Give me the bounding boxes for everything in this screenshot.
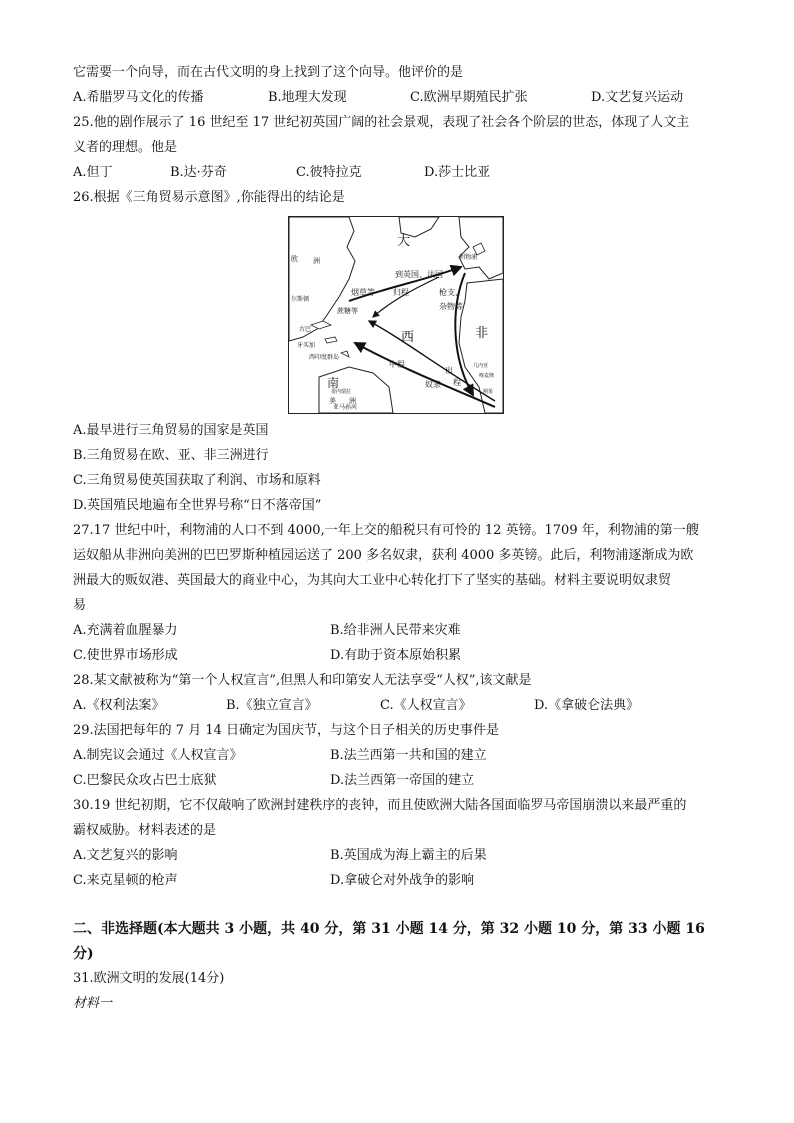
q25-option-a: A.但丁 (73, 165, 113, 180)
map-label-out: 出 (445, 366, 453, 375)
map-label-goods: 杂物等 (439, 302, 463, 311)
q30-option-c: C.来克星顿的枪声 (73, 873, 178, 888)
map-label-nan: 南 (327, 376, 340, 390)
map-label-ou: 欧 (291, 255, 298, 263)
q28-stem: 28.某文献被称为“第一个人权宣言”,但黑人和印第安人无法享受“人权”,该文献是 (73, 673, 532, 688)
triangle-trade-map-graphic (289, 217, 503, 413)
q30-option-a: A.文艺复兴的影响 (73, 848, 178, 863)
map-label-mei: 美 (329, 397, 336, 405)
q27-option-b: B.给非洲人民带来灾难 (330, 623, 461, 638)
q27-option-d: D.有助于资本原始积累 (330, 648, 462, 663)
map-label-cuba: 古巴 (299, 326, 312, 333)
q28-option-d: D.《拿破仑法典》 (534, 698, 640, 713)
q27-stem-line3: 洲最大的贩奴港、英国最大的商业中心，为其向大工业中心转化打下了坚实的基础。材料主要说明奴隶贸 (73, 573, 672, 588)
q28-option-b: B.《独立宣言》 (226, 698, 318, 713)
map-label-venezuela: 委内瑞拉 (331, 389, 352, 395)
map-label-amazon: 亚马孙河 (333, 404, 358, 411)
q26-option-d: D.英国殖民地遍布全世界号称“日不落帝国” (73, 498, 322, 513)
q26-stem: 26.根据《三角贸易示意图》,你能得出的结论是 (73, 190, 345, 205)
map-label-zhou2: 洲 (349, 397, 356, 405)
map-label-cheng: 程 (453, 378, 461, 387)
q24-option-c: C.欧洲早期殖民扩张 (410, 90, 528, 105)
q30-option-d: D.拿破仑对外战争的影响 (330, 873, 475, 888)
q25-option-c: C.彼特拉克 (296, 165, 362, 180)
q26-option-a: A.最早进行三角贸易的国家是英国 (73, 423, 269, 438)
triangle-trade-map (288, 216, 504, 414)
map-label-fei: 非 (475, 326, 489, 341)
q30-option-b: B.英国成为海上霸主的后果 (330, 848, 487, 863)
q30-stem-line2: 霸权威胁。材料表述的是 (73, 823, 217, 838)
map-label-charleston: 尔斯顿 (291, 296, 310, 303)
q27-option-c: C.使世界市场形成 (73, 648, 178, 663)
q28-option-c: C.《人权宣言》 (380, 698, 472, 713)
map-label-guns: 枪支、 (439, 288, 463, 297)
map-label-guinea: 几内亚 (473, 363, 489, 369)
map-label-middle-passage: 中程 (389, 360, 405, 369)
q25-option-b: B.达·芬奇 (170, 165, 227, 180)
q26-option-b: B.三角贸易在欧、亚、非三洲进行 (73, 448, 269, 463)
q27-stem-line2: 运奴船从非洲向美洲的巴巴罗斯种植园运送了 200 多名奴隶，获利 4000 多英镑。此后，利物浦逐渐成为欧 (73, 548, 694, 563)
map-label-zhou1: 洲 (313, 257, 320, 265)
q25-option-d: D.莎士比亚 (424, 165, 491, 180)
section2-heading-cont: 分) (73, 946, 94, 962)
map-label-xi: 西 (401, 330, 415, 345)
map-label-west-indies: 西印度群岛 (309, 354, 340, 361)
map-label-cameroon: 喀麦隆 (479, 373, 495, 379)
map-label-sugar: 蔗糖等 (337, 307, 358, 315)
map-label-liverpool: 利物浦 (459, 254, 478, 261)
q27-stem-line4: 易 (73, 598, 87, 613)
q27-option-a: A.充满着血腥暴力 (73, 623, 178, 638)
map-label-congo: 刚果 (483, 389, 494, 395)
q29-option-b: B.法兰西第一共和国的建立 (330, 748, 487, 763)
q27-stem-line1: 27.17 世纪中叶，利物浦的人口不到 4000,一年上交的船税只有可怜的 12 英镑。1709 年，利物浦的第一艘 (73, 523, 699, 538)
q29-option-c: C.巴黎民众攻占巴士底狱 (73, 773, 217, 788)
q24-option-a: A.希腊罗马文化的传播 (73, 90, 204, 105)
map-label-da: 大 (397, 234, 411, 249)
q24-option-b: B.地理大发现 (268, 90, 347, 105)
q29-stem: 29.法国把每年的 7 月 14 日确定为国庆节，与这个日子相关的历史事件是 (73, 723, 500, 738)
q24-stem: 它需要一个向导，而在古代文明的身上找到了这个向导。他评价的是 (73, 65, 464, 80)
map-label-route-en-fr: 到英国、法国 (395, 270, 443, 279)
q31-title: 31.欧洲文明的发展(14分) (73, 971, 225, 986)
q24-option-d: D.文艺复兴运动 (591, 90, 684, 105)
q26-option-c: C.三角贸易使英国获取了利润、市场和原料 (73, 473, 321, 488)
map-label-slaves: 奴隶 (425, 380, 441, 389)
section2-heading: 二、非选择题(本大题共 3 小题，共 40 分，第 31 小题 14 分，第 32 小题 10 分，第 33 小题 16 (73, 921, 705, 937)
q29-option-d: D.法兰西第一帝国的建立 (330, 773, 475, 788)
map-label-tobacco: 烟草等 (351, 288, 375, 297)
q31-material-label: 材料一 (73, 996, 113, 1011)
map-label-return: 归程 (393, 288, 409, 297)
q25-stem-line2: 义者的理想。他是 (73, 140, 178, 155)
map-label-jamaica: 牙买加 (297, 342, 316, 349)
q28-option-a: A.《权利法案》 (73, 698, 165, 713)
q29-option-a: A.制宪议会通过《人权宣言》 (73, 748, 243, 763)
q30-stem-line1: 30.19 世纪初期，它不仅敲响了欧洲封建秩序的丧钟，而且使欧洲大陆各国面临罗马帝国崩溃以来最严重的 (73, 798, 687, 813)
q25-stem-line1: 25.他的剧作展示了 16 世纪至 17 世纪初英国广阔的社会景观，表现了社会各个阶层的世态，体现了人文主 (73, 115, 690, 130)
